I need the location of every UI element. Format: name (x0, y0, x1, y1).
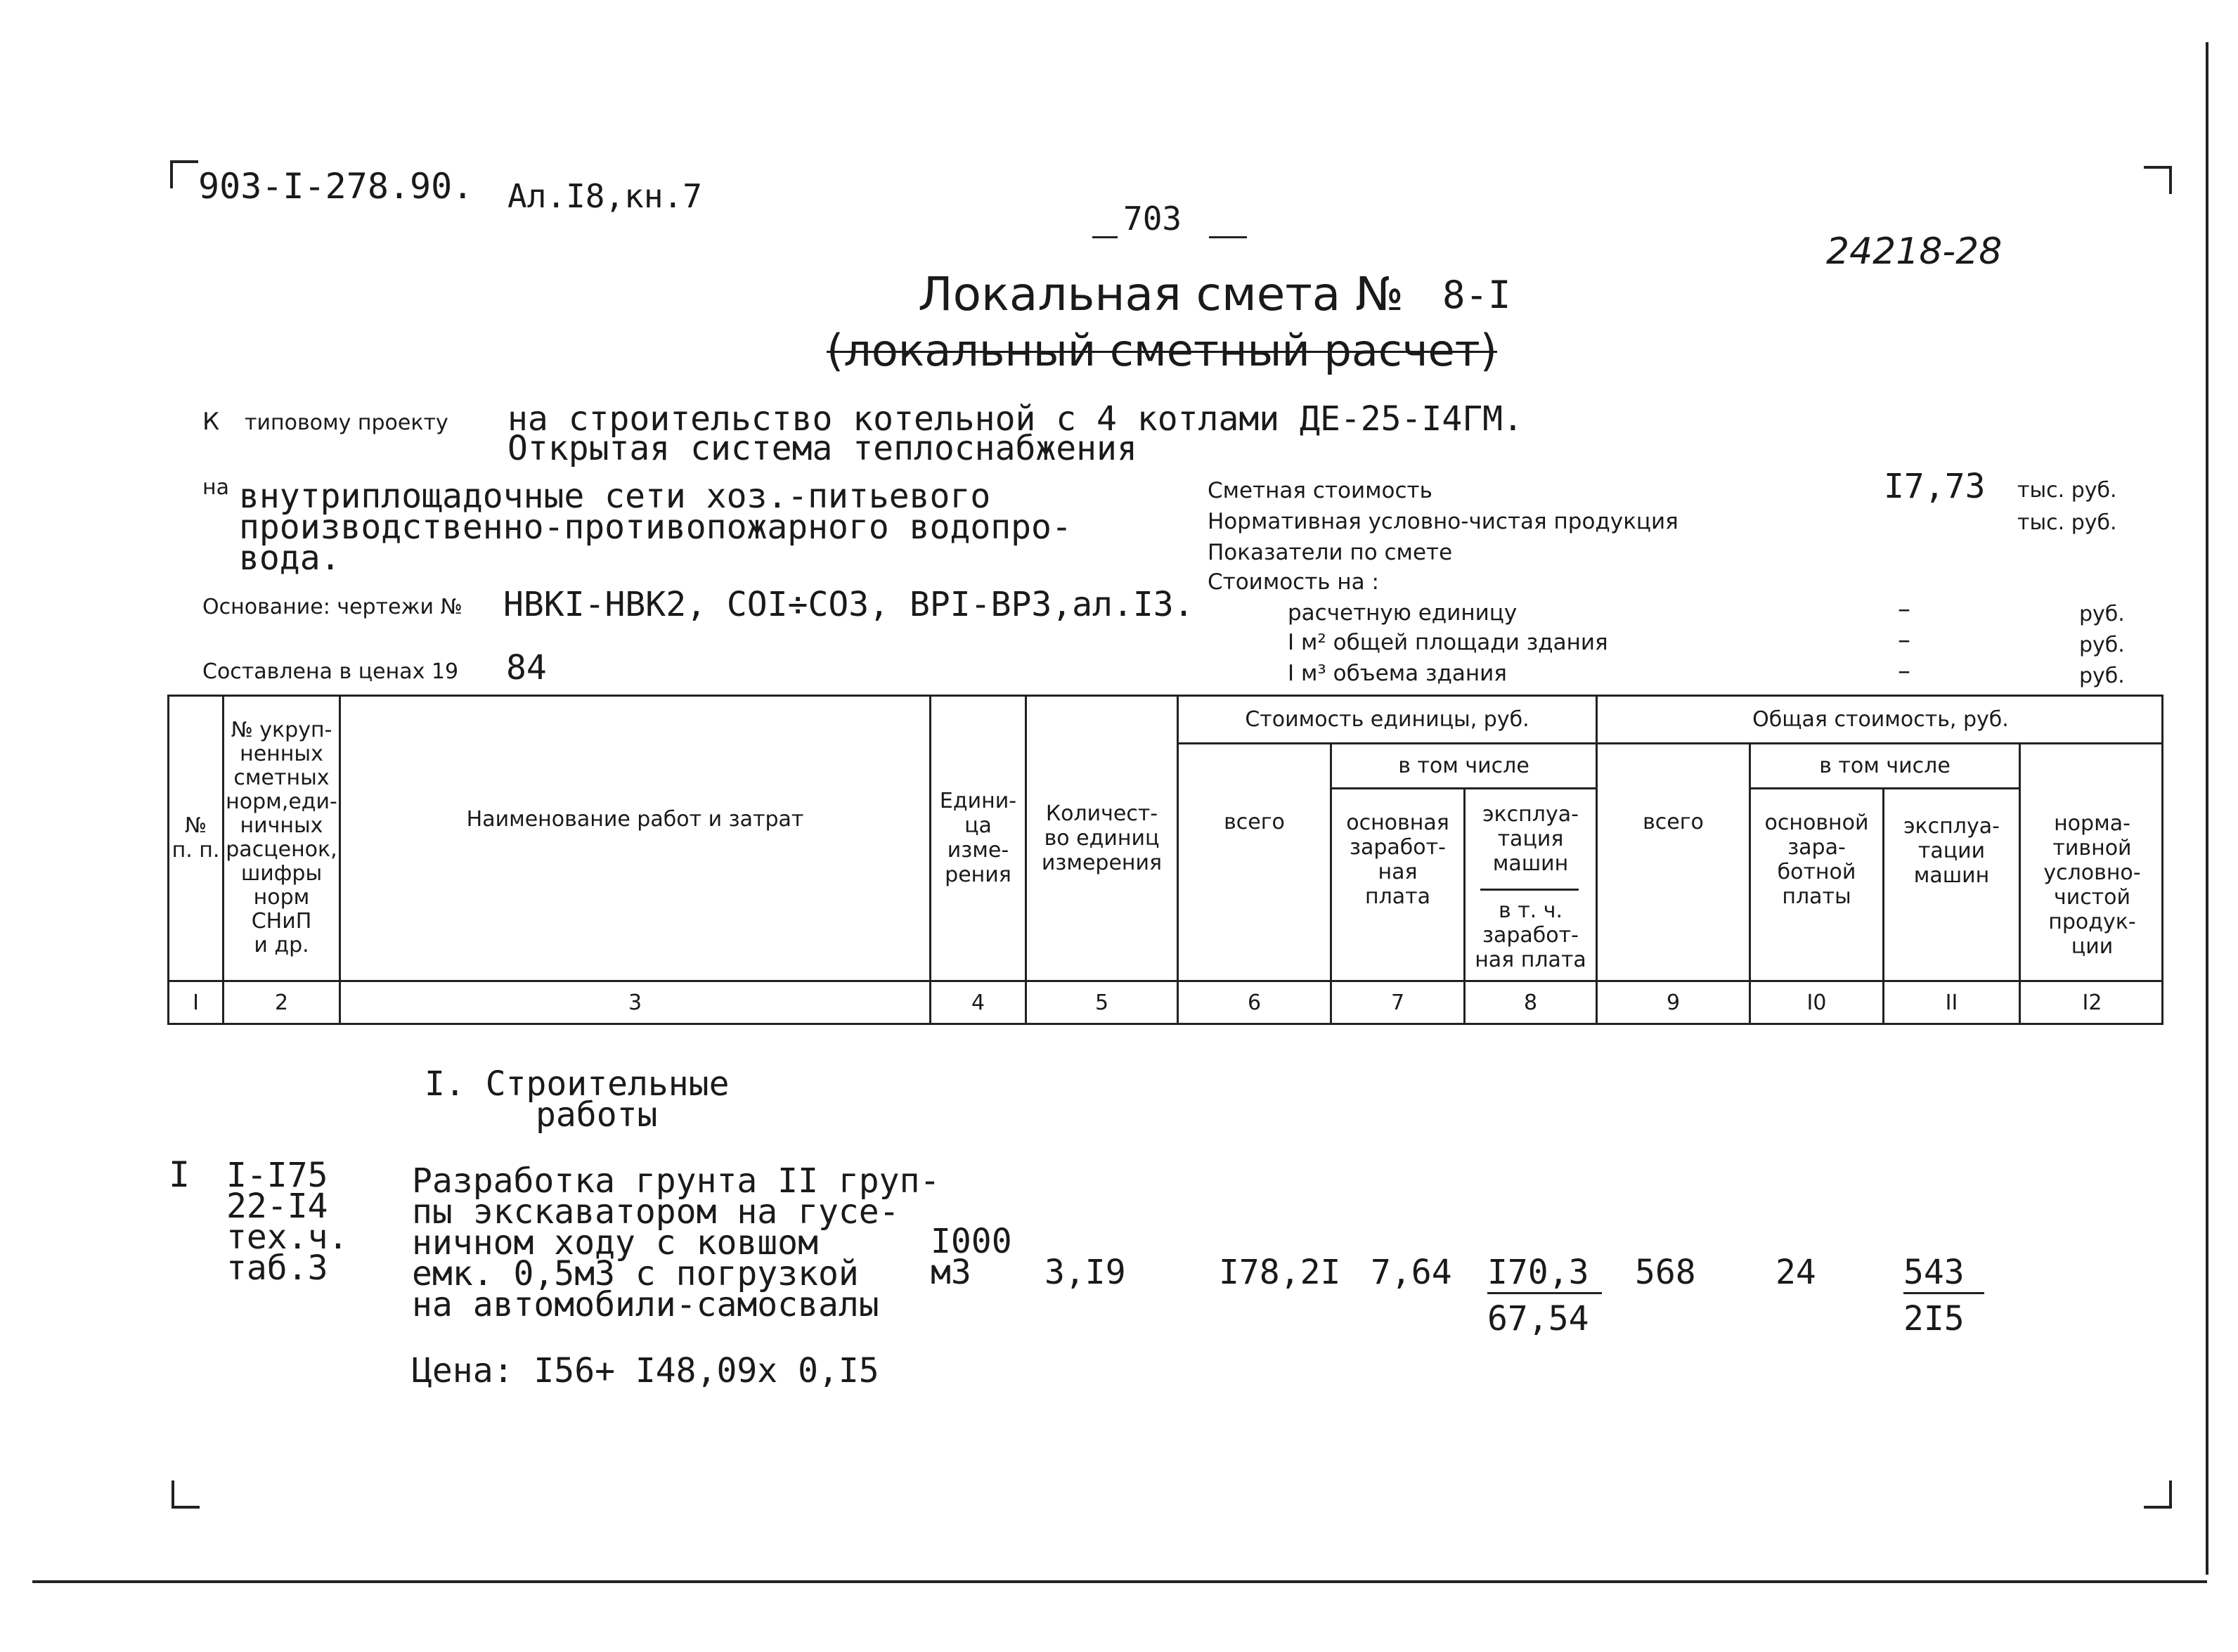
row-number: I (169, 1154, 190, 1195)
project-line-2: Открытая система теплоснабжения (507, 429, 1137, 468)
norm-code-line-1: I-I75 (226, 1156, 328, 1195)
document-title-number: 8-I (1442, 273, 1511, 317)
header-quantity: Количест- во единиц измерения (1041, 801, 1163, 875)
norm-code-line-4: таб.3 (226, 1248, 328, 1288)
per-unit-dash: – (1898, 595, 1910, 624)
col-number-1: I (193, 990, 199, 1015)
quantity: 3,I9 (1044, 1253, 1126, 1292)
basis-label: Основание: чертежи № (202, 595, 463, 619)
unit-cost-machine: I70,3 (1487, 1253, 1602, 1294)
album-reference: Ал.I8,кн.7 (507, 177, 702, 215)
prices-year: 84 (506, 648, 547, 688)
work-name-line-5: на автомобили-самосвалы (412, 1285, 879, 1324)
col-number-12: I2 (2082, 990, 2102, 1015)
work-name-line-4: емк. 0,5м3 с погрузкой (412, 1254, 859, 1293)
estimated-cost-unit: тыс. руб. (2017, 478, 2117, 503)
work-name-line-1: Разработка грунта II груп- (412, 1161, 940, 1201)
na-line-2: производственно-противопожарного водопро- (239, 508, 1072, 547)
indicators-label: Показатели по смете (1208, 540, 1453, 565)
header-unit-cost: Стоимость единицы, руб. (1245, 706, 1529, 732)
header-no: № п. п. (172, 813, 220, 863)
total-machine: 543 (1903, 1253, 1984, 1294)
prices-label: Составлена в ценах 19 (202, 659, 459, 684)
unit-cost-wage: 7,64 (1371, 1253, 1452, 1292)
per-volume-label: I м³ объема здания (1288, 661, 1507, 686)
na-label: на (202, 475, 229, 500)
typical-project-label: типовому проекту (245, 411, 448, 435)
norm-code-line-3: тех.ч. (226, 1218, 349, 1257)
header-total-base-wage: основной зара- ботной платы (1764, 811, 1869, 909)
col-number-2: 2 (274, 990, 289, 1015)
norm-code-line-2: 22-I4 (226, 1187, 328, 1226)
section-title-line-2: работы (536, 1095, 658, 1135)
per-volume-rub: руб. (2079, 664, 2125, 688)
corner-mark-top-left (170, 160, 198, 188)
corner-mark-top-right (2144, 166, 2172, 194)
header-name: Наименование работ и затрат (466, 806, 804, 832)
page-number-dash-left (1092, 236, 1118, 238)
header-norms: № укруп- ненных сметных норм,еди- ничных расценок, шифры норм СНиП и др. (226, 718, 337, 957)
header-normative: норма- тивной условно- чистой продук- ции (2043, 811, 2141, 959)
header-unit-machine: эксплуа- тация машин (1482, 802, 1579, 876)
document-title: Локальная смета № (918, 267, 1404, 321)
page-number: 703 (1123, 200, 1182, 238)
price-note: Цена: I56+ I48,09х 0,I5 (412, 1351, 879, 1390)
header-unit-incl: в том числе (1398, 754, 1529, 778)
basis-value: НВКI-НВК2, СОI÷СО3, ВРI-ВР3,ал.I3. (503, 585, 1194, 624)
corner-mark-bottom-right (2144, 1480, 2172, 1509)
document-subtitle-struck: (локальный сметный расчет) (827, 325, 1497, 376)
cost-per-label: Стоимость на : (1208, 569, 1379, 595)
header-total-all: всего (1643, 809, 1704, 834)
page-edge-right (2206, 42, 2208, 1575)
normative-unit: тыс. руб. (2017, 510, 2117, 535)
project-line-1: на строительство котельной с 4 котлами ДЕ-25-I4ГМ. (507, 399, 1523, 439)
col-number-9: 9 (1666, 990, 1681, 1015)
total-cost: 568 (1635, 1253, 1696, 1292)
header-total-incl: в том числе (1819, 754, 1951, 778)
per-unit-label: расчетную единицу (1288, 600, 1518, 626)
total-wage: 24 (1775, 1253, 1816, 1292)
col-number-7: 7 (1390, 990, 1405, 1015)
estimated-cost-label: Сметная стоимость (1208, 478, 1432, 503)
page-number-dash-right (1209, 236, 1247, 238)
col-number-6: 6 (1247, 990, 1262, 1015)
total-machine-wage: 2I5 (1903, 1299, 1965, 1338)
unit-line-1: I000 (931, 1222, 1012, 1261)
header-unit-machine-wage: в т. ч. заработ- ная плата (1475, 898, 1586, 972)
estimated-cost-value: I7,73 (1884, 467, 1986, 506)
handwritten-number: 24218-28 (1826, 231, 2003, 273)
per-volume-dash: – (1898, 657, 1910, 685)
k-label: К (202, 408, 220, 436)
work-name-line-3: ничном ходу с ковшом (412, 1223, 818, 1263)
document-code: 903-I-278.90. (198, 166, 474, 207)
unit-line-2: м3 (931, 1253, 971, 1292)
na-line-1: внутриплощадочные сети хоз.-питьевого (239, 477, 991, 516)
per-area-label: I м² общей площади здания (1288, 630, 1608, 655)
work-name-line-2: пы экскаватором на гусе- (412, 1192, 900, 1232)
normative-label: Нормативная условно-чистая продукция (1208, 509, 1678, 534)
header-total-cost: Общая стоимость, руб. (1752, 706, 2009, 732)
page-edge-bottom (32, 1580, 2207, 1583)
corner-mark-bottom-left (172, 1480, 200, 1509)
col-number-3: 3 (628, 990, 642, 1015)
col-number-10: I0 (1806, 990, 1827, 1015)
header-unit-all: всего (1224, 809, 1285, 834)
per-area-rub: руб. (2079, 633, 2125, 657)
header-unit-base-wage: основная заработ- ная плата (1346, 811, 1449, 909)
unit-cost-total: I78,2I (1219, 1253, 1341, 1292)
col-number-8: 8 (1523, 990, 1538, 1015)
na-line-3: вода. (239, 538, 341, 578)
unit-cost-machine-wage: 67,54 (1487, 1299, 1589, 1338)
per-unit-rub: руб. (2079, 602, 2125, 626)
col-number-5: 5 (1094, 990, 1109, 1015)
header-unit: Едини- ца изме- рения (939, 789, 1017, 887)
per-area-dash: – (1898, 626, 1910, 654)
section-title-line-1: I. Строительные (425, 1064, 730, 1104)
col-number-4: 4 (971, 990, 985, 1015)
col-number-11: II (1945, 990, 1958, 1015)
header-total-machine: эксплуа- тации машин (1903, 814, 2000, 888)
